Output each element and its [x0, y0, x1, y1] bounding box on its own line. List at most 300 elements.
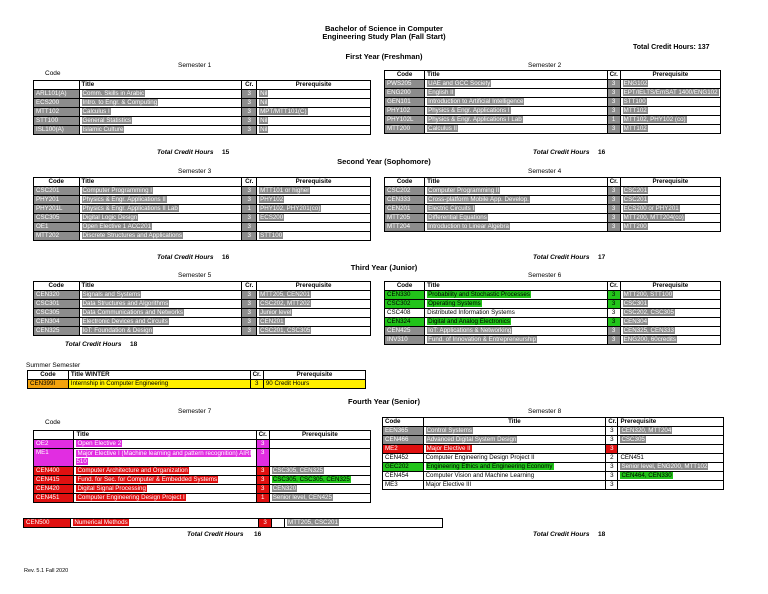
table-cell: PHY201 — [34, 196, 80, 205]
table-cell: 1 — [256, 494, 269, 503]
table-cell: ECS200 — [34, 99, 80, 108]
table-cell: CEN325, CEN333 — [620, 327, 720, 336]
table-cell: Comm. Skills in Arabic — [79, 90, 242, 99]
table-cell: Cr. — [242, 81, 257, 90]
table-cell: Distributed Information Systems — [425, 309, 608, 318]
table-cell: 3 — [606, 463, 618, 472]
total-credit-hours: Total Credit Hours: 137 — [633, 44, 710, 51]
table-row — [34, 309, 371, 318]
semester-7-table — [33, 430, 371, 503]
table-cell: Title — [425, 71, 608, 80]
table-cell: CEN201 — [257, 318, 371, 327]
semester-5-table — [33, 281, 371, 336]
table-row — [385, 89, 721, 98]
semester-8-total-label: Total Credit Hours — [533, 531, 590, 538]
table-cell: Introduction to Artificial Intelligence — [425, 98, 608, 107]
table-cell: Senior level, CEN425 — [269, 494, 370, 503]
table-cell: OE2 — [34, 440, 74, 449]
table-cell: STT100 — [34, 117, 80, 126]
table-cell: Open Elective 1 ACC201 — [79, 223, 242, 232]
table-cell: Discrete Structures and Applications — [79, 232, 242, 241]
table-cell: 3 — [607, 327, 620, 336]
table-cell: ECS200 — [257, 214, 371, 223]
table-cell: EEN365 — [383, 427, 424, 436]
semester-6-label: Semester 6 — [528, 272, 562, 279]
table-cell: 3 — [606, 472, 618, 481]
table-cell: Prerequisite — [257, 178, 371, 187]
table-cell: Title — [79, 81, 242, 90]
table-cell: Prerequisite — [263, 371, 365, 380]
semester-6-table — [384, 281, 721, 345]
table-cell: Cr. — [250, 371, 263, 380]
table-cell: CEN324 — [385, 318, 425, 327]
table-cell: CSC302 — [385, 300, 425, 309]
table-cell: Code — [34, 282, 80, 291]
year-4-heading: Fourth Year (Senior) — [348, 397, 420, 406]
table-cell: Title — [79, 178, 242, 187]
table-cell: CSC305 — [618, 436, 724, 445]
semester-7-total: 16 — [254, 531, 262, 538]
table-cell: CSC305 — [34, 214, 80, 223]
table-row — [385, 125, 721, 134]
table-cell: Cr. — [607, 178, 620, 187]
table-row — [34, 99, 371, 108]
table-cell: 3 — [607, 318, 620, 327]
table-cell: Prerequisite — [269, 431, 370, 440]
table-row — [34, 187, 371, 196]
table-cell: Electronic Devices and Circuits — [79, 318, 242, 327]
table-row — [34, 449, 371, 467]
table-cell: Major Elective III — [423, 481, 606, 490]
table-row — [34, 126, 371, 135]
table-row — [34, 291, 371, 300]
table-cell: 3 — [607, 107, 620, 116]
table-cell: 3 — [256, 467, 269, 476]
table-cell: 3 — [607, 196, 620, 205]
table-cell: MTT102 — [34, 108, 80, 117]
table-cell: Prerequisite — [620, 282, 720, 291]
table-cell: PHY102, PHY201(co) — [257, 205, 371, 214]
table-cell: 3 — [242, 232, 257, 241]
table-cell: MTT205, CSC201 — [285, 519, 443, 528]
table-row — [383, 481, 724, 490]
table-cell: Nil — [257, 117, 371, 126]
table-cell: MTT205, CEN201 — [257, 291, 371, 300]
table-cell: English II — [425, 89, 608, 98]
table-row — [385, 107, 721, 116]
table-cell: Code — [385, 71, 425, 80]
table-cell: ECS200 or PHY201 — [620, 205, 720, 214]
table-cell: 3 — [606, 481, 618, 490]
table-cell: CEN464, CEN330 — [618, 472, 724, 481]
table-cell: 3 — [258, 519, 272, 528]
table-cell: INV310 — [385, 336, 425, 345]
semester-8-label: Semester 8 — [528, 408, 562, 415]
table-cell: Control Systems — [423, 427, 606, 436]
table-cell: ME1 — [34, 449, 74, 467]
table-cell — [618, 481, 724, 490]
table-cell: Code — [385, 178, 425, 187]
table-cell: Cr. — [242, 282, 257, 291]
table-cell: CEN466 — [383, 436, 424, 445]
summer-table — [27, 370, 366, 389]
table-cell: MTT102 — [620, 107, 720, 116]
table-cell: ARL101(A) — [34, 90, 80, 99]
table-cell — [618, 445, 724, 454]
table-cell: PHY102L — [385, 116, 425, 125]
table-cell: CEN304 — [34, 318, 80, 327]
table-row — [34, 108, 371, 117]
table-cell: ENG102 — [620, 80, 720, 89]
table-row — [34, 205, 371, 214]
table-row — [34, 440, 371, 449]
table-row — [385, 98, 721, 107]
header-row — [385, 71, 721, 80]
table-cell: CEN454 — [383, 472, 424, 481]
table-cell: Title WINTER — [68, 371, 250, 380]
semester-1-total: 15 — [222, 149, 230, 156]
table-cell: Internship in Computer Engineering — [68, 380, 250, 389]
table-row — [34, 494, 371, 503]
semester-3-total-label: Total Credit Hours — [157, 254, 214, 261]
table-cell: Calculus I — [79, 108, 242, 117]
table-cell: Intro. to Engr. & Computing — [79, 99, 242, 108]
table-cell: Data Structures and Algorithms — [79, 300, 242, 309]
header-row — [385, 282, 721, 291]
table-cell: 3 — [250, 380, 263, 389]
table-row — [34, 117, 371, 126]
table-cell: Code — [34, 178, 80, 187]
table-cell: Fund. for Sec. for Computer & Embedded Systems — [74, 476, 256, 485]
table-cell: Introduction to Linear Algebra — [425, 223, 608, 232]
table-cell: Computer Programming II — [425, 187, 608, 196]
table-cell: 3 — [242, 108, 257, 117]
table-cell: 3 — [256, 476, 269, 485]
table-cell: Data Communications and Networks — [79, 309, 242, 318]
table-cell: Nil — [257, 90, 371, 99]
table-cell: 1 — [607, 116, 620, 125]
table-cell: Physics & Engr. Applications I — [425, 107, 608, 116]
table-cell: Cr. — [607, 71, 620, 80]
semester-2-total-label: Total Credit Hours — [533, 149, 590, 156]
table-cell: CEN420 — [34, 485, 74, 494]
semester-3-total: 16 — [222, 254, 230, 261]
table-row — [383, 445, 724, 454]
table-cell: 3 — [242, 126, 257, 135]
header-row — [34, 282, 371, 291]
table-cell: CSC202, CSC305 — [620, 309, 720, 318]
table-cell: CEN399I — [28, 380, 69, 389]
table-cell: Nil — [257, 126, 371, 135]
table-cell: 3 — [242, 214, 257, 223]
table-cell: CEN330 — [385, 291, 425, 300]
table-cell: MTT205 — [385, 214, 425, 223]
year-3-heading: Third Year (Junior) — [350, 263, 418, 272]
table-row — [385, 223, 721, 232]
table-cell: Probability and Stochastic Processes — [425, 291, 608, 300]
summer-semester-label: Summer Semester — [26, 362, 81, 369]
table-cell: Cr. — [607, 282, 620, 291]
table-cell: 3 — [242, 117, 257, 126]
table-cell: 1 — [242, 205, 257, 214]
table-cell: CEN320 — [269, 485, 370, 494]
semester-1-label: Semester 1 — [178, 62, 212, 69]
table-cell: MTT102 — [620, 125, 720, 134]
table-cell: STT100 — [620, 98, 720, 107]
semester-1-total-label: Total Credit Hours — [157, 149, 214, 156]
table-cell: 3 — [607, 187, 620, 196]
table-cell: MTT200 — [620, 223, 720, 232]
semester-2-table — [384, 70, 721, 134]
table-cell: 3 — [607, 214, 620, 223]
table-cell: 3 — [606, 445, 618, 454]
numerical-methods-row — [23, 518, 443, 528]
table-cell: Computer Engineering Design Project I — [74, 494, 256, 503]
table-cell: CSC301 — [34, 300, 80, 309]
semester-2-total: 16 — [598, 149, 606, 156]
table-cell: MTT200, MTT204(co) — [620, 214, 720, 223]
table-cell: Digital Logic Design — [79, 214, 242, 223]
table-row — [34, 485, 371, 494]
table-row — [383, 472, 724, 481]
table-cell: Prerequisite — [620, 178, 720, 187]
table-cell: Prerequisite — [620, 71, 720, 80]
table-cell: ME2 — [383, 445, 424, 454]
year-2-heading: Second Year (Sophomore) — [337, 157, 431, 166]
table-cell: Digital Signal Processing — [74, 485, 256, 494]
table-cell: 3 — [242, 223, 257, 232]
table-cell: ME3 — [383, 481, 424, 490]
semester-3-table — [33, 177, 371, 241]
semester-4-table — [384, 177, 721, 232]
table-cell: Title — [425, 178, 608, 187]
semester-8-table — [382, 417, 724, 490]
semester-8-total: 18 — [598, 531, 606, 538]
table-cell: ISL100(A) — [34, 126, 80, 135]
table-cell: Physics & Engr. Applications I Lab — [425, 116, 608, 125]
table-cell: Differential Equations — [425, 214, 608, 223]
table-cell: 2 — [606, 454, 618, 463]
table-cell: MTT204 — [385, 223, 425, 232]
table-cell: Nil — [257, 99, 371, 108]
table-row — [34, 300, 371, 309]
table-row — [34, 327, 371, 336]
table-cell: Code — [383, 418, 424, 427]
code-label: Code — [45, 70, 61, 77]
table-cell: CEN320 — [34, 291, 80, 300]
table-cell: CEN325 — [34, 327, 80, 336]
table-row — [385, 214, 721, 223]
table-cell: UAE and GCC Society — [425, 80, 608, 89]
table-row — [383, 454, 724, 463]
table-row — [385, 187, 721, 196]
table-cell: CEN400 — [34, 467, 74, 476]
table-cell: EPT/IELTS/EmSAT 1400/ENG102 — [620, 89, 720, 98]
table-cell: General Statistics — [79, 117, 242, 126]
table-cell: 3 — [242, 327, 257, 336]
table-cell: CEN201 — [385, 205, 425, 214]
table-cell: CEN333 — [385, 196, 425, 205]
table-cell: CEN500 — [24, 519, 71, 528]
table-cell: CSC305, CEN325 — [269, 467, 370, 476]
table-cell: CEN304 — [620, 318, 720, 327]
table-cell: 3 — [606, 436, 618, 445]
table-cell: 3 — [242, 291, 257, 300]
table-cell: 3 — [256, 449, 269, 467]
table-cell — [269, 440, 370, 449]
table-cell: MTT102, PHY102 (co) — [620, 116, 720, 125]
semester-7-label: Semester 7 — [178, 408, 212, 415]
table-row — [383, 436, 724, 445]
table-cell: PHY102 — [385, 107, 425, 116]
table-cell: PHY102 — [257, 196, 371, 205]
semester-4-total-label: Total Credit Hours — [533, 254, 590, 261]
table-cell: ENG200 — [385, 89, 425, 98]
table-cell: Operating Systems — [425, 300, 608, 309]
study-plan-subtitle: Engineering Study Plan (Fall Start) — [322, 32, 446, 41]
table-row — [34, 196, 371, 205]
table-cell: 3 — [607, 291, 620, 300]
program-title: Bachelor of Science in Computer — [325, 24, 443, 33]
semester-1-table — [33, 80, 371, 135]
table-cell: 3 — [242, 187, 257, 196]
table-row — [385, 327, 721, 336]
table-cell: 3 — [607, 205, 620, 214]
table-cell: Computer Programming I — [79, 187, 242, 196]
semester-4-label: Semester 4 — [528, 168, 562, 175]
table-cell: 3 — [606, 427, 618, 436]
table-row — [383, 427, 724, 436]
table-cell: CEN452 — [383, 454, 424, 463]
table-cell — [269, 449, 370, 467]
table-cell: Title — [423, 418, 606, 427]
table-cell: Physics & Engr. Applications II — [79, 196, 242, 205]
table-cell: CSC305 — [34, 309, 80, 318]
table-cell: CSC301 — [620, 300, 720, 309]
code-label-7: Code — [45, 419, 61, 426]
table-row — [34, 90, 371, 99]
header-row — [34, 178, 371, 187]
table-cell: Code — [385, 282, 425, 291]
table-cell: Computer Architecture and Organization — [74, 467, 256, 476]
header-row — [34, 81, 371, 90]
header-row — [34, 431, 371, 440]
table-cell: Cr. — [242, 178, 257, 187]
table-cell: CSC305, CSC305, CEN325 — [269, 476, 370, 485]
table-cell: 3 — [242, 90, 257, 99]
table-row — [385, 309, 721, 318]
table-cell: 3 — [607, 300, 620, 309]
table-cell: Fund. of Innovation & Entrepreneurship — [425, 336, 608, 345]
table-cell: Cr. — [256, 431, 269, 440]
table-cell: 3 — [607, 98, 620, 107]
table-cell: 3 — [242, 318, 257, 327]
table-cell — [34, 431, 74, 440]
table-cell: CSC202 — [385, 187, 425, 196]
table-cell: 3 — [242, 196, 257, 205]
table-cell: CEN415 — [34, 476, 74, 485]
table-cell: 3 — [607, 80, 620, 89]
table-cell: Electric Circuits I — [425, 205, 608, 214]
table-cell: Computer Vision and Machine Learning — [423, 472, 606, 481]
table-cell: Junior level — [257, 309, 371, 318]
table-cell: PWS205 — [385, 80, 425, 89]
table-row — [24, 519, 443, 528]
table-cell: MTT200, STT100 — [620, 291, 720, 300]
table-cell: Open Elective 2 — [74, 440, 256, 449]
semester-2-label: Semester 2 — [528, 62, 562, 69]
table-cell — [34, 81, 80, 90]
table-row — [385, 80, 721, 89]
header-row — [385, 178, 721, 187]
table-cell: OE1 — [34, 223, 80, 232]
table-cell: GEC202 — [383, 463, 424, 472]
table-cell: MPT/MTT101(C) — [257, 108, 371, 117]
table-cell: 3 — [256, 440, 269, 449]
table-row — [34, 467, 371, 476]
year-1-heading: First Year (Freshman) — [345, 52, 423, 61]
semester-5-label: Semester 5 — [178, 272, 212, 279]
table-cell: 3 — [242, 309, 257, 318]
table-row — [34, 223, 371, 232]
table-cell: Prerequisite — [618, 418, 724, 427]
table-row — [385, 300, 721, 309]
table-cell: CEN320, MTT204 — [618, 427, 724, 436]
table-cell: Computer Engineering Design Project II — [423, 454, 606, 463]
table-row — [385, 196, 721, 205]
table-cell: PHY201L — [34, 205, 80, 214]
table-cell: GEN101 — [385, 98, 425, 107]
table-cell: CEN451 — [34, 494, 74, 503]
table-cell: STT100 — [257, 232, 371, 241]
table-cell: 3 — [242, 99, 257, 108]
semester-4-total: 17 — [598, 254, 606, 261]
table-cell: MTT200 — [385, 125, 425, 134]
table-cell: Numerical Methods — [71, 519, 258, 528]
table-cell: CEN425 — [385, 327, 425, 336]
table-cell: ENG200, 60credits — [620, 336, 720, 345]
table-cell: Cr. — [606, 418, 618, 427]
table-cell: CSC408 — [385, 309, 425, 318]
table-cell: Title — [425, 282, 608, 291]
table-row — [385, 318, 721, 327]
table-row — [385, 116, 721, 125]
table-cell: Advanced Digital System Design — [423, 436, 606, 445]
table-cell: 3 — [607, 336, 620, 345]
table-cell: CSC201 — [620, 187, 720, 196]
table-cell: CSC202, MTT202 — [257, 300, 371, 309]
table-cell: Major Elective I (Machine learning and pattern recognition) AIRI 510 — [74, 449, 256, 467]
table-cell: CSC201, CSC305 — [257, 327, 371, 336]
semester-3-label: Semester 3 — [178, 168, 212, 175]
table-cell: Code — [28, 371, 69, 380]
table-cell: 3 — [607, 89, 620, 98]
table-cell: Prerequisite — [257, 282, 371, 291]
table-cell: 3 — [242, 300, 257, 309]
table-row — [383, 463, 724, 472]
table-row — [34, 232, 371, 241]
table-cell: Digital and Analog Electronics — [425, 318, 608, 327]
table-cell: 3 — [607, 309, 620, 318]
table-row — [385, 205, 721, 214]
semester-5-total-label: Total Credit Hours — [65, 341, 122, 348]
table-cell — [272, 519, 285, 528]
semester-5-total: 18 — [130, 341, 138, 348]
header-row — [28, 371, 366, 380]
table-row — [34, 318, 371, 327]
table-cell: CSC201 — [34, 187, 80, 196]
table-cell: CEN451 — [618, 454, 724, 463]
